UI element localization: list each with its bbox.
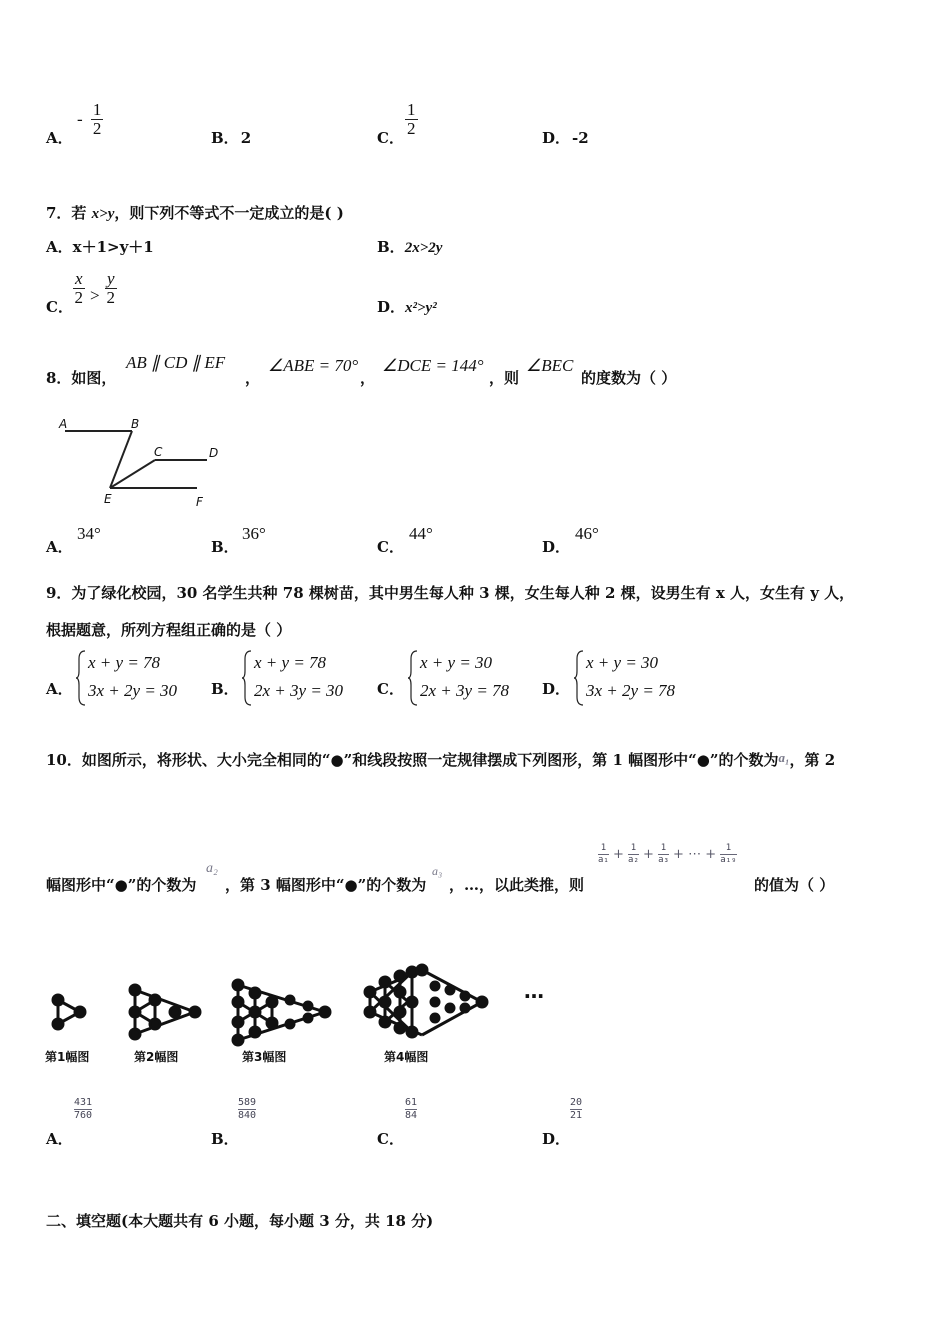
q8-stem-start: 8．如图， bbox=[46, 369, 117, 387]
q10-stem-line2-c: ，…，以此类推，则 bbox=[449, 876, 585, 894]
q10-stem-line1: 10．如图所示，将形状、大小完全相同的“●”和线段按照一定规律摆成下列图形，第 1 幅图形中“●”的个数为a₁，第 2 bbox=[46, 750, 836, 769]
q8-cond-angle-abe: ∠ABE = 70° bbox=[268, 356, 359, 375]
label-d: D bbox=[209, 446, 219, 460]
q10-option-b-value: $\frac{589}{840}$ bbox=[238, 1097, 257, 1121]
q9-option-a[interactable]: A． bbox=[46, 680, 73, 698]
q10-option-d[interactable]: D． bbox=[542, 1130, 571, 1148]
figure-2 bbox=[130, 985, 200, 1039]
q8-cond-angle-dce: ∠DCE = 144° bbox=[382, 356, 484, 375]
q9-option-b-system: x + y = 78 2x + 3y = 30 bbox=[242, 649, 343, 705]
q8-target-angle: ∠BEC bbox=[526, 356, 574, 375]
q10-a2: a₂ bbox=[206, 861, 218, 876]
q8-option-b-value: 36° bbox=[242, 524, 266, 543]
label-e: E bbox=[104, 492, 112, 506]
q8-option-c-value: 44° bbox=[409, 524, 433, 543]
q8-figure bbox=[55, 414, 235, 510]
q9-stem-line1: 9．为了绿化校园，30 名学生共种 78 棵树苗，其中男生每人种 3 棵，女生每人种 2 棵，设男生有 x 人，女生有 y 人， bbox=[46, 584, 855, 602]
q10-pattern-figures bbox=[40, 960, 560, 1070]
q8-option-a[interactable]: A． bbox=[46, 538, 73, 556]
q6-option-a[interactable] bbox=[46, 127, 73, 148]
q10-option-a-value: $\frac{431}{760}$ bbox=[74, 1097, 93, 1121]
q8-option-d-value: 46° bbox=[575, 524, 599, 543]
figure-4 bbox=[365, 965, 487, 1037]
section-2-heading: 二、填空题(本大题共有 6 小题，每小题 3 分，共 18 分) bbox=[46, 1212, 434, 1230]
q8-comma-2: ， bbox=[360, 369, 376, 387]
q6-option-b[interactable]: B． 2 bbox=[211, 129, 252, 147]
q8-comma-1: ， bbox=[245, 369, 261, 387]
q8-cond-parallel: AB ∥ CD ∥ EF bbox=[126, 353, 226, 372]
label-a: A bbox=[59, 417, 68, 431]
q8-option-c[interactable]: C． bbox=[377, 538, 404, 556]
label-c: C bbox=[154, 445, 163, 459]
q6-option-a-value: - $\frac{1}{2}$ bbox=[77, 100, 102, 138]
q7-option-c-value: $\frac{x}{2}$ > $\frac{y}{2}$ bbox=[74, 269, 115, 307]
q7-option-a[interactable]: A．x＋1>y＋1 bbox=[46, 238, 154, 256]
q9-option-b[interactable]: B． bbox=[211, 680, 239, 698]
q6-option-c[interactable]: C． bbox=[377, 129, 404, 147]
q8-option-a-value: 34° bbox=[77, 524, 101, 543]
q8-then: ，则 bbox=[489, 369, 520, 387]
q9-option-c[interactable]: C． bbox=[377, 680, 404, 698]
q10-stem-line2-end: 的值为（ ） bbox=[754, 876, 835, 894]
q10-option-a[interactable]: A． bbox=[46, 1130, 73, 1148]
label-f: F bbox=[196, 495, 203, 509]
option-label: A． bbox=[46, 129, 73, 147]
q10-option-c[interactable]: C． bbox=[377, 1130, 404, 1148]
q10-a3: a₃ bbox=[432, 864, 443, 878]
q10-option-b[interactable]: B． bbox=[211, 1130, 239, 1148]
q8-option-d[interactable]: D． bbox=[542, 538, 571, 556]
figure-3 bbox=[233, 980, 330, 1045]
q10-option-c-value: $\frac{61}{84}$ bbox=[405, 1097, 418, 1121]
q9-option-d-system: x + y = 30 3x + 2y = 78 bbox=[574, 649, 675, 705]
q10-sum-expression: $\frac{1}{\text{a₁}}$ + $\frac{1}{\text{a₂}}$ + $\frac{1}{\text{a₃}}$ + ⋯ + $\frac{1}{\text{a₁₉}}$ bbox=[598, 843, 737, 865]
q9-stem-line2: 根据题意，所列方程组正确的是（ ） bbox=[46, 621, 292, 639]
q10-stem-line2-b: ，第 3 幅图形中“●”的个数为 bbox=[225, 876, 427, 894]
q8-option-b[interactable]: B． bbox=[211, 538, 239, 556]
q7-stem: 7．若 x>y，则下列不等式不一定成立的是( ) bbox=[46, 204, 344, 222]
segment-be bbox=[110, 431, 132, 488]
q7-option-c[interactable]: C． bbox=[46, 298, 73, 316]
q9-option-a-system: x + y = 78 3x + 2y = 30 bbox=[76, 649, 177, 705]
label-b: B bbox=[131, 417, 140, 431]
segment-ec bbox=[110, 460, 155, 488]
figure-caption-1: 第1幅图 bbox=[45, 1050, 90, 1064]
q7-option-b[interactable]: B．2x>2y bbox=[377, 238, 443, 256]
figure-caption-2: 第2幅图 bbox=[134, 1050, 179, 1064]
q6-option-d[interactable]: D． -2 bbox=[542, 129, 589, 147]
q10-option-d-value: $\frac{20}{21}$ bbox=[570, 1097, 583, 1121]
figure-ellipsis: … bbox=[524, 979, 544, 1003]
q8-stem-end: 的度数为（ ） bbox=[581, 369, 677, 387]
q9-option-c-system: x + y = 30 2x + 3y = 78 bbox=[408, 649, 509, 705]
figure-caption-4: 第4幅图 bbox=[384, 1050, 429, 1064]
q6-option-c-value: $\frac{1}{2}$ bbox=[407, 100, 416, 138]
q10-stem-line2-a: 幅图形中“●”的个数为 bbox=[46, 876, 197, 894]
q9-option-d[interactable]: D． bbox=[542, 680, 571, 698]
q7-option-d[interactable]: D．x²>y² bbox=[377, 298, 437, 316]
figure-caption-3: 第3幅图 bbox=[242, 1050, 287, 1064]
figure-1 bbox=[53, 995, 85, 1029]
